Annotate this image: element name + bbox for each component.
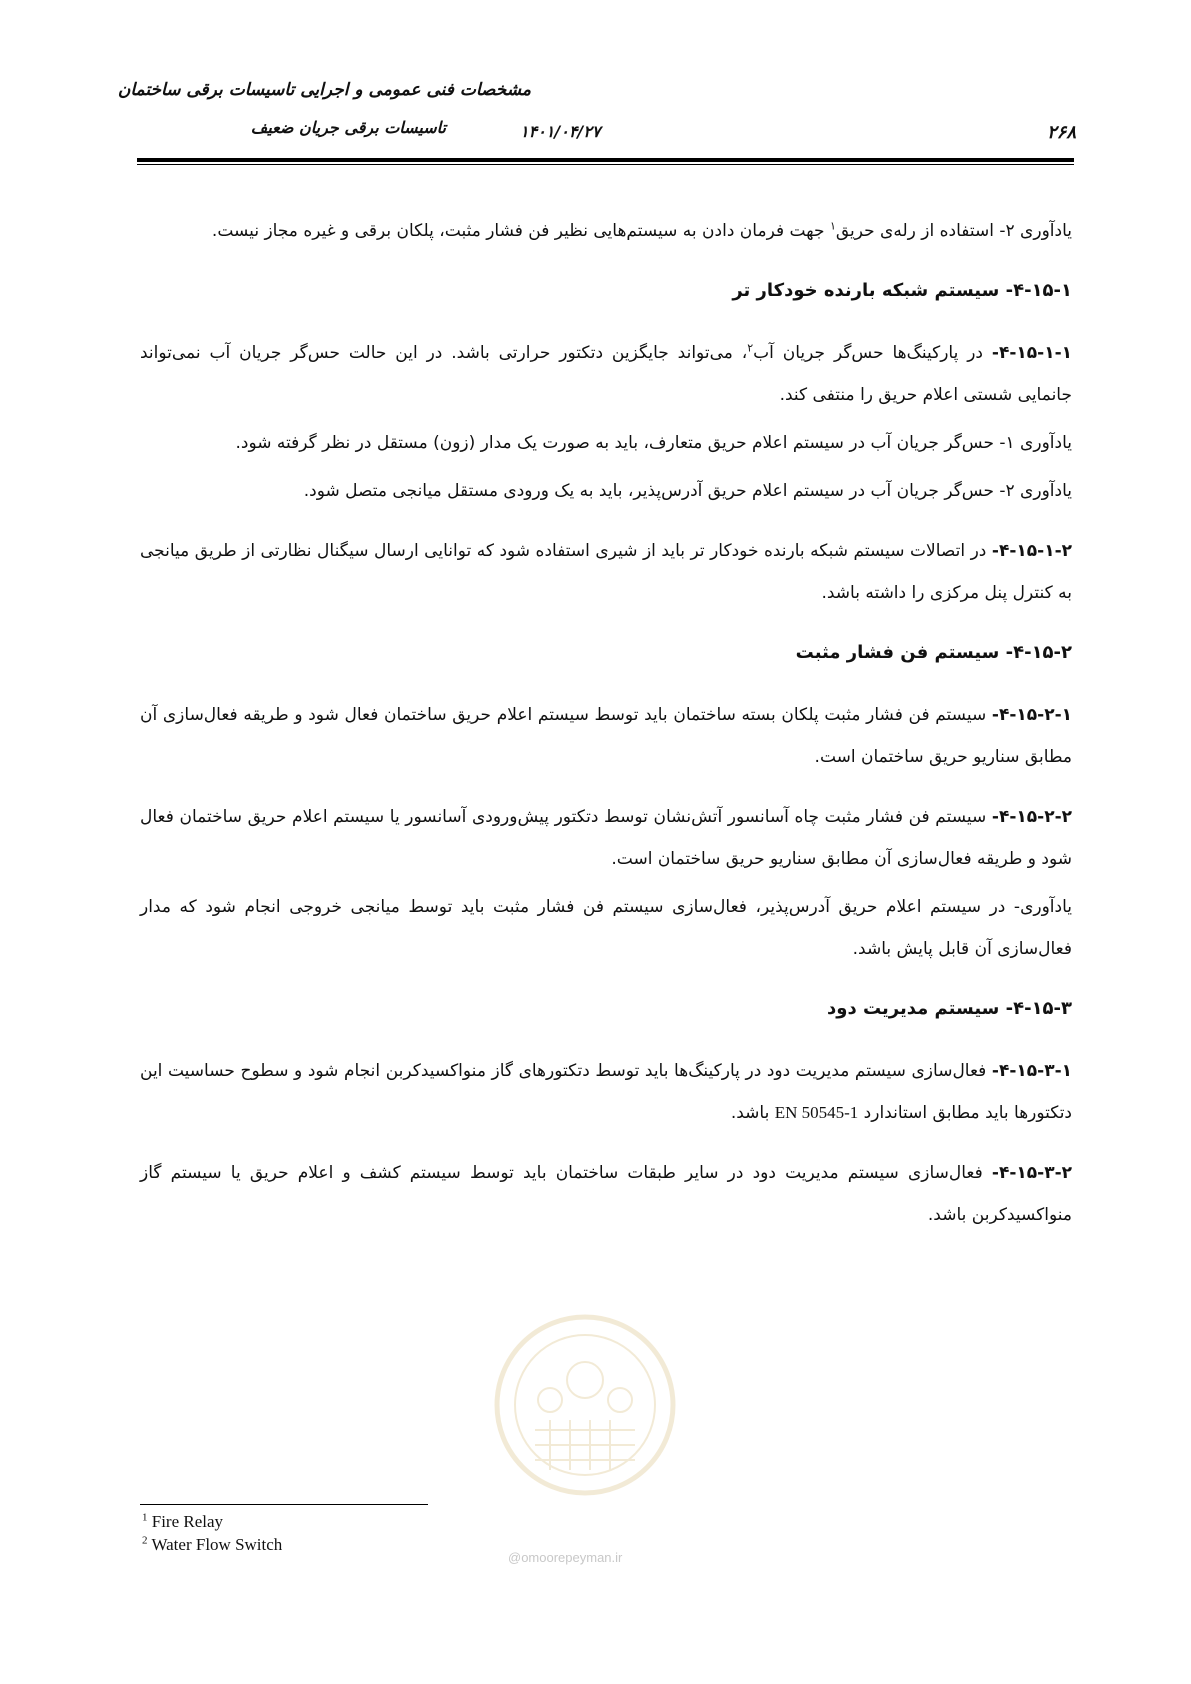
watermark-url: @omoorepeyman.ir [508, 1550, 623, 1565]
body-text [140, 210, 1072, 1254]
clause-paragraph: ۴-۱۵-۲-۲- سیستم فن فشار مثبت چاه آسانسور آتش‌نشان توسط دتکتور پیش‌ورودی آسانسور یا سیستم اعلام حریق ساختمان فعال شود و طریقه فعال‌سازی آن مطابق سناریو حریق ساختمان است. [140, 807, 1072, 869]
section-heading: ۴-۱۵-۳- سیستم مدیریت دود [827, 998, 1072, 1019]
note-paragraph: یادآوری- در سیستم اعلام حریق آدرس‌پذیر، فعال‌سازی سیستم فن فشار مثبت باید توسط میانجی خروجی انجام شود که مدار فعال‌سازی آن قابل پایش باشد. [140, 897, 1072, 959]
clause-number: ۴-۱۵-۱-۱- [991, 343, 1072, 363]
clause-paragraph: ۴-۱۵-۲-۱- سیستم فن فشار مثبت پلکان بسته ساختمان باید توسط سیستم اعلام حریق ساختمان فعال شود و طریقه فعال‌سازی آن مطابق سناریو حریق ساختمان است. [140, 705, 1072, 767]
clause-paragraph: ۴-۱۵-۳-۱- فعال‌سازی سیستم مدیریت دود در پارکینگ‌ها باید توسط دتکتورهای گاز منواکسیدکربن انجام شود و سطوح حساسیت این دتکتورها باید مطابق استاندارد EN 50545-1 باشد. [140, 1061, 1072, 1123]
note-paragraph: یادآوری ۲- استفاده از رله‌ی حریق$^۱$ جهت فرمان دادن به سیستم‌هایی نظیر فن فشار مثبت، پلکان برقی و غیره مجاز نیست. [211, 219, 1072, 241]
footnote-item: $^2$ Water Flow Switch [142, 1534, 283, 1554]
footnotes [142, 1510, 282, 1556]
clause-paragraph: ۴-۱۵-۳-۲- فعال‌سازی سیستم مدیریت دود در سایر طبقات ساختمان باید توسط سیستم کشف و اعلام حریق یا سیستم گاز منواکسیدکربن باشد. [140, 1163, 1072, 1225]
note-paragraph: یادآوری ۲- حس‌گر جریان آب در سیستم اعلام حریق آدرس‌پذیر، باید به یک ورودی مستقل میانجی متصل شود. [303, 481, 1072, 501]
clause-paragraph: ۴-۱۵-۱-۲- در اتصالات سیستم شبکه بارنده خودکار تر باید از شیری استفاده شود که توانایی ارسال سیگنال نظارتی از طریق میانجی به کنترل پنل مرکزی را داشته باشد. [140, 541, 1072, 603]
footnote-item: $^1$ Fire Relay [142, 1511, 224, 1531]
watermark-seal-icon [490, 1310, 680, 1500]
clause-number: ۴-۱۵-۱-۲- [991, 541, 1072, 561]
standard-code: EN 50545-1 [774, 1103, 859, 1122]
header-rule-thick [137, 158, 1074, 162]
footnote-ref[interactable]: ۱ [829, 219, 836, 233]
header-date: ۱۴۰۱/۰۴/۲۷ [520, 122, 601, 141]
clause-number: ۴-۱۵-۲-۲- [991, 807, 1072, 827]
note-paragraph: یادآوری ۱- حس‌گر جریان آب در سیستم اعلام حریق متعارف، باید به صورت یک مدار (زون) مستقل در نظر گرفته شود. [235, 433, 1072, 453]
section-heading: ۴-۱۵-۲- سیستم فن فشار مثبت [795, 642, 1072, 663]
section-heading: ۴-۱۵-۱- سیستم شبکه بارنده خودکار تر [732, 280, 1072, 301]
clause-number: ۴-۱۵-۳-۲- [991, 1163, 1072, 1183]
header-subtitle: تاسیسات برقی جریان ضعیف [250, 118, 446, 137]
page-number: ۲۶۸ [1047, 122, 1077, 143]
header-rule-thin [137, 164, 1074, 165]
clause-number: ۴-۱۵-۳-۱- [991, 1061, 1072, 1081]
clause-paragraph: ۴-۱۵-۱-۱- در پارکینگ‌ها حس‌گر جریان آب$^۲$، می‌تواند جایگزین دتکتور حرارتی باشد. در این حالت حس‌گر جریان آب نمی‌تواند جانمایی شستی اعلام حریق را منتفی کند. [140, 341, 1072, 405]
clause-number: ۴-۱۵-۲-۱- [991, 705, 1072, 725]
footnote-ref[interactable]: ۲ [747, 341, 754, 355]
header-title: مشخصات فنی عمومی و اجرایی تاسیسات برقی ساختمان [117, 80, 531, 100]
footnote-rule [140, 1504, 428, 1505]
